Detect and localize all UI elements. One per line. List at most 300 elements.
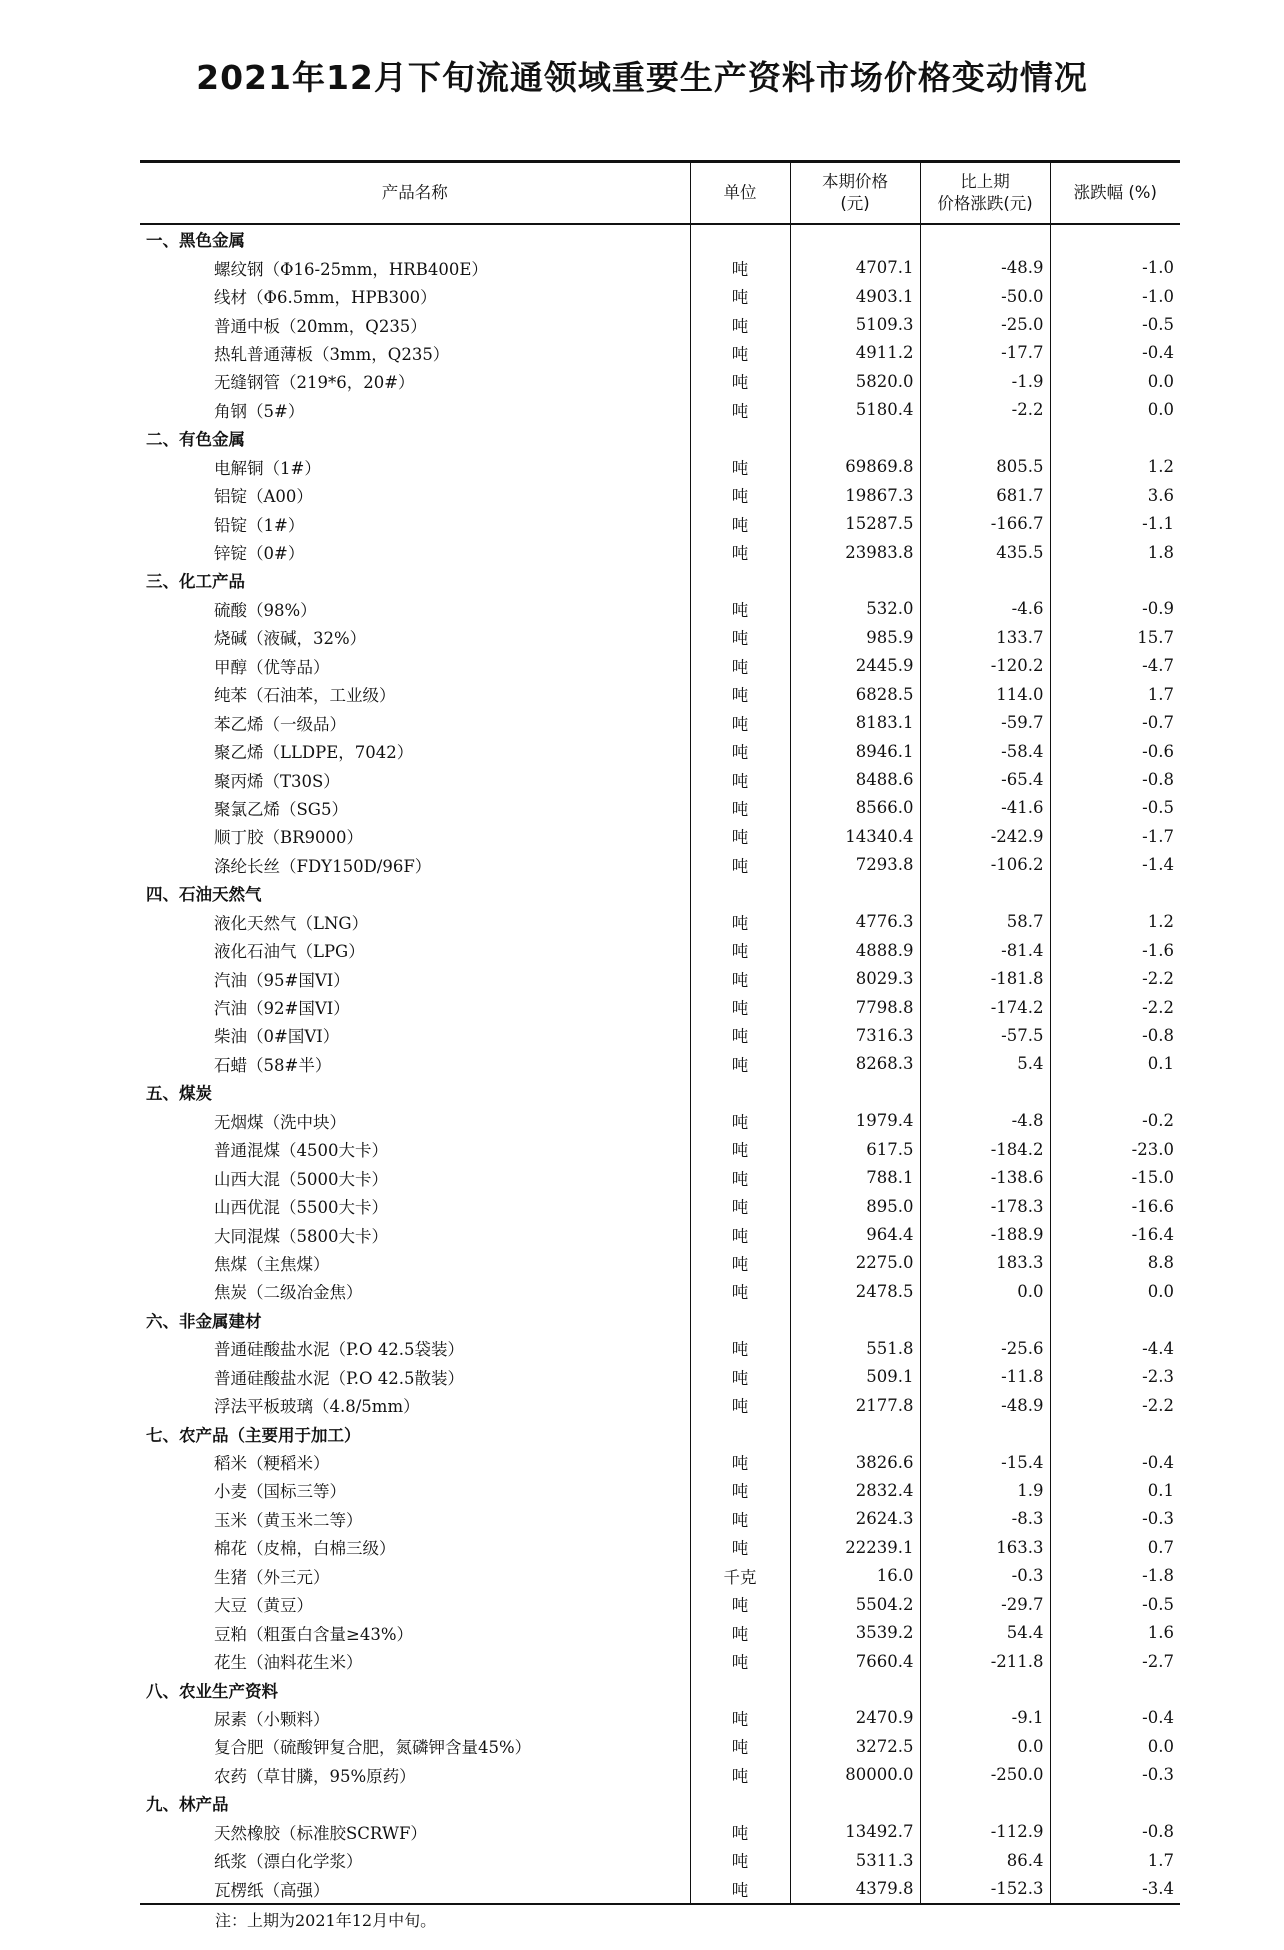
table-row bbox=[140, 339, 1180, 367]
price-cell: 6828.5 bbox=[790, 680, 920, 708]
change-cell: 0.0 bbox=[920, 1732, 1050, 1760]
change-cell: -81.4 bbox=[920, 936, 1050, 964]
unit-cell: 吨 bbox=[690, 822, 790, 850]
pct-cell: -0.4 bbox=[1050, 339, 1180, 367]
pct-cell: 0.1 bbox=[1050, 1476, 1180, 1504]
price-cell: 2624.3 bbox=[790, 1505, 920, 1533]
pct-cell: -0.9 bbox=[1050, 595, 1180, 623]
change-cell: -11.8 bbox=[920, 1363, 1050, 1391]
price-cell: 16.0 bbox=[790, 1562, 920, 1590]
product-name-cell: 硫酸（98%） bbox=[214, 600, 317, 620]
pct-cell: -4.4 bbox=[1050, 1334, 1180, 1362]
unit-cell: 吨 bbox=[690, 282, 790, 310]
page-title: 2021年12月下旬流通领域重要生产资料市场价格变动情况 bbox=[196, 58, 1088, 97]
price-cell: 5820.0 bbox=[790, 367, 920, 395]
change-cell: -178.3 bbox=[920, 1192, 1050, 1220]
price-cell: 8946.1 bbox=[790, 737, 920, 765]
pct-cell: -3.4 bbox=[1050, 1874, 1180, 1903]
category-row bbox=[140, 879, 1180, 907]
product-name-cell: 甲醇（优等品） bbox=[214, 657, 330, 677]
pct-cell: -0.3 bbox=[1050, 1761, 1180, 1789]
unit-cell: 吨 bbox=[690, 794, 790, 822]
price-cell: 4379.8 bbox=[790, 1874, 920, 1903]
category-label: 五、煤炭 bbox=[146, 1084, 212, 1104]
price-cell: 509.1 bbox=[790, 1363, 920, 1391]
price-cell: 788.1 bbox=[790, 1163, 920, 1191]
category-empty-cell bbox=[790, 1078, 920, 1106]
pct-cell: -0.2 bbox=[1050, 1107, 1180, 1135]
product-name-cell: 液化天然气（LNG） bbox=[214, 913, 369, 933]
price-cell: 7798.8 bbox=[790, 993, 920, 1021]
pct-cell: -1.8 bbox=[1050, 1562, 1180, 1590]
product-name-cell: 汽油（92#国VI） bbox=[214, 999, 350, 1019]
table-row bbox=[140, 1107, 1180, 1135]
category-row bbox=[140, 424, 1180, 452]
table-row bbox=[140, 1533, 1180, 1561]
pct-cell: 0.1 bbox=[1050, 1050, 1180, 1078]
price-cell: 2470.9 bbox=[790, 1704, 920, 1732]
category-empty-cell bbox=[690, 224, 790, 253]
table-row bbox=[140, 1846, 1180, 1874]
pct-cell: -2.3 bbox=[1050, 1363, 1180, 1391]
category-empty-cell bbox=[690, 1306, 790, 1334]
category-label: 二、有色金属 bbox=[146, 430, 245, 450]
table-row bbox=[140, 851, 1180, 879]
category-empty-cell bbox=[690, 1789, 790, 1817]
price-cell: 5109.3 bbox=[790, 310, 920, 338]
price-cell: 80000.0 bbox=[790, 1761, 920, 1789]
table-row bbox=[140, 822, 1180, 850]
table-row bbox=[140, 1618, 1180, 1646]
price-cell: 8029.3 bbox=[790, 964, 920, 992]
category-label: 三、化工产品 bbox=[146, 572, 245, 592]
pct-cell: -0.4 bbox=[1050, 1448, 1180, 1476]
table-row bbox=[140, 1050, 1180, 1078]
table-row bbox=[140, 282, 1180, 310]
price-cell: 1979.4 bbox=[790, 1107, 920, 1135]
price-cell: 7316.3 bbox=[790, 1021, 920, 1049]
change-cell: 435.5 bbox=[920, 538, 1050, 566]
change-cell: -1.9 bbox=[920, 367, 1050, 395]
table-row bbox=[140, 737, 1180, 765]
unit-cell: 吨 bbox=[690, 708, 790, 736]
product-name-cell: 纯苯（石油苯，工业级） bbox=[214, 686, 396, 706]
price-cell: 22239.1 bbox=[790, 1533, 920, 1561]
category-label: 八、农业生产资料 bbox=[146, 1681, 278, 1701]
unit-cell: 吨 bbox=[690, 908, 790, 936]
pct-cell: 1.2 bbox=[1050, 908, 1180, 936]
change-cell: -48.9 bbox=[920, 253, 1050, 281]
category-empty-cell bbox=[920, 424, 1050, 452]
header-unit: 单位 bbox=[690, 162, 790, 225]
unit-cell: 吨 bbox=[690, 367, 790, 395]
table-row bbox=[140, 1704, 1180, 1732]
table-row bbox=[140, 908, 1180, 936]
table-row bbox=[140, 1334, 1180, 1362]
category-empty-cell bbox=[1050, 224, 1180, 253]
price-cell: 69869.8 bbox=[790, 453, 920, 481]
category-empty-cell bbox=[920, 224, 1050, 253]
product-name-cell: 花生（油料花生米） bbox=[214, 1653, 363, 1673]
table-row bbox=[140, 623, 1180, 651]
change-cell: -181.8 bbox=[920, 964, 1050, 992]
pct-cell: -0.3 bbox=[1050, 1505, 1180, 1533]
unit-cell: 吨 bbox=[690, 964, 790, 992]
table-row bbox=[140, 1163, 1180, 1191]
pct-cell: -0.6 bbox=[1050, 737, 1180, 765]
pct-cell: -0.5 bbox=[1050, 794, 1180, 822]
category-empty-cell bbox=[790, 1306, 920, 1334]
product-name-cell: 聚乙烯（LLDPE，7042） bbox=[214, 743, 414, 763]
unit-cell: 吨 bbox=[690, 481, 790, 509]
change-cell: -184.2 bbox=[920, 1135, 1050, 1163]
product-name-cell: 角钢（5#） bbox=[214, 401, 305, 421]
change-cell: 183.3 bbox=[920, 1249, 1050, 1277]
product-name-cell: 瓦楞纸（高强） bbox=[140, 1874, 690, 1903]
change-cell: -25.0 bbox=[920, 310, 1050, 338]
change-cell: -2.2 bbox=[920, 396, 1050, 424]
product-name-cell: 苯乙烯（一级品） bbox=[214, 714, 346, 734]
product-name-cell: 铝锭（A00） bbox=[214, 487, 313, 507]
category-empty-cell bbox=[790, 224, 920, 253]
price-cell: 4707.1 bbox=[790, 253, 920, 281]
unit-cell: 吨 bbox=[690, 1021, 790, 1049]
price-cell: 532.0 bbox=[790, 595, 920, 623]
category-empty-cell bbox=[920, 1675, 1050, 1703]
table-row bbox=[140, 652, 1180, 680]
category-empty-cell bbox=[690, 1675, 790, 1703]
category-empty-cell bbox=[1050, 1789, 1180, 1817]
product-name-cell: 浮法平板玻璃（4.8/5mm） bbox=[214, 1397, 420, 1417]
pct-cell: -2.2 bbox=[1050, 964, 1180, 992]
product-name-cell: 聚氯乙烯（SG5） bbox=[214, 799, 348, 819]
category-row bbox=[140, 566, 1180, 594]
product-name-cell: 聚丙烯（T30S） bbox=[214, 771, 340, 791]
unit-cell: 吨 bbox=[690, 1249, 790, 1277]
change-cell: 133.7 bbox=[920, 623, 1050, 651]
pct-cell: 1.2 bbox=[1050, 453, 1180, 481]
header-change-line1: 比上期 bbox=[960, 172, 1010, 191]
table-row bbox=[140, 1647, 1180, 1675]
unit-cell: 吨 bbox=[690, 737, 790, 765]
price-cell: 5311.3 bbox=[790, 1846, 920, 1874]
category-empty-cell bbox=[690, 1419, 790, 1447]
change-cell: -25.6 bbox=[920, 1334, 1050, 1362]
unit-cell: 吨 bbox=[690, 1220, 790, 1248]
price-cell: 964.4 bbox=[790, 1220, 920, 1248]
category-empty-cell bbox=[920, 1078, 1050, 1106]
change-cell: 5.4 bbox=[920, 1050, 1050, 1078]
product-name-cell: 普通硅酸盐水泥（P.O 42.5袋装） bbox=[214, 1340, 465, 1360]
change-cell: -65.4 bbox=[920, 765, 1050, 793]
unit-cell: 吨 bbox=[690, 1704, 790, 1732]
table-row bbox=[140, 538, 1180, 566]
pct-cell: -4.7 bbox=[1050, 652, 1180, 680]
table-row bbox=[140, 481, 1180, 509]
category-empty-cell bbox=[1050, 1419, 1180, 1447]
product-name-cell: 涤纶长丝（FDY150D/96F） bbox=[214, 856, 432, 876]
change-cell: -211.8 bbox=[920, 1647, 1050, 1675]
table-row bbox=[140, 1192, 1180, 1220]
price-table bbox=[140, 160, 1180, 1905]
price-cell: 7660.4 bbox=[790, 1647, 920, 1675]
change-cell: -57.5 bbox=[920, 1021, 1050, 1049]
price-cell: 15287.5 bbox=[790, 509, 920, 537]
unit-cell: 吨 bbox=[690, 538, 790, 566]
header-pct: 涨跌幅 (%) bbox=[1050, 162, 1180, 225]
price-cell: 895.0 bbox=[790, 1192, 920, 1220]
category-empty-cell bbox=[690, 1078, 790, 1106]
product-name-cell: 纸浆（漂白化学浆） bbox=[214, 1852, 363, 1872]
category-row bbox=[140, 1078, 1180, 1106]
price-cell: 2275.0 bbox=[790, 1249, 920, 1277]
unit-cell: 吨 bbox=[690, 680, 790, 708]
category-row bbox=[140, 1306, 1180, 1334]
category-row bbox=[140, 1419, 1180, 1447]
product-name-cell: 棉花（皮棉，白棉三级） bbox=[214, 1539, 396, 1559]
pct-cell: -16.6 bbox=[1050, 1192, 1180, 1220]
unit-cell: 吨 bbox=[690, 765, 790, 793]
category-label: 六、非金属建材 bbox=[146, 1311, 262, 1331]
change-cell: -41.6 bbox=[920, 794, 1050, 822]
table-row bbox=[140, 1220, 1180, 1248]
product-name-cell: 大豆（黄豆） bbox=[214, 1596, 313, 1616]
pct-cell: 15.7 bbox=[1050, 623, 1180, 651]
unit-cell: 吨 bbox=[690, 396, 790, 424]
table-row bbox=[140, 1562, 1180, 1590]
change-cell: 163.3 bbox=[920, 1533, 1050, 1561]
price-cell: 19867.3 bbox=[790, 481, 920, 509]
product-name-cell: 农药（草甘膦，95%原药） bbox=[214, 1766, 416, 1786]
pct-cell: -0.5 bbox=[1050, 310, 1180, 338]
change-cell: -48.9 bbox=[920, 1391, 1050, 1419]
unit-cell: 吨 bbox=[690, 1135, 790, 1163]
change-cell: 54.4 bbox=[920, 1618, 1050, 1646]
change-cell: -166.7 bbox=[920, 509, 1050, 537]
unit-cell: 吨 bbox=[690, 851, 790, 879]
product-name-cell: 烧碱（液碱，32%） bbox=[214, 629, 367, 649]
product-name-cell: 普通中板（20mm，Q235） bbox=[214, 316, 427, 336]
category-empty-cell bbox=[920, 1306, 1050, 1334]
price-cell: 7293.8 bbox=[790, 851, 920, 879]
change-cell: -112.9 bbox=[920, 1818, 1050, 1846]
header-price-line2: (元) bbox=[840, 194, 870, 213]
unit-cell: 吨 bbox=[690, 310, 790, 338]
change-cell: -59.7 bbox=[920, 708, 1050, 736]
unit-cell: 千克 bbox=[690, 1562, 790, 1590]
unit-cell: 吨 bbox=[690, 1334, 790, 1362]
category-empty-cell bbox=[690, 879, 790, 907]
product-name-cell: 焦炭（二级冶金焦） bbox=[214, 1283, 363, 1303]
table-row bbox=[140, 595, 1180, 623]
pct-cell: -2.7 bbox=[1050, 1647, 1180, 1675]
table-row bbox=[140, 708, 1180, 736]
product-name-cell: 大同混煤（5800大卡） bbox=[214, 1226, 388, 1246]
table-row bbox=[140, 367, 1180, 395]
table-row bbox=[140, 1021, 1180, 1049]
price-cell: 3826.6 bbox=[790, 1448, 920, 1476]
table-row bbox=[140, 396, 1180, 424]
unit-cell: 吨 bbox=[690, 1846, 790, 1874]
change-cell: -188.9 bbox=[920, 1220, 1050, 1248]
unit-cell: 吨 bbox=[690, 339, 790, 367]
unit-cell: 吨 bbox=[690, 1476, 790, 1504]
category-empty-cell bbox=[1050, 1306, 1180, 1334]
change-cell: 0.0 bbox=[920, 1277, 1050, 1305]
unit-cell: 吨 bbox=[690, 1874, 790, 1903]
category-label: 七、农产品（主要用于加工） bbox=[146, 1425, 361, 1445]
category-empty-cell bbox=[690, 566, 790, 594]
category-row bbox=[140, 1789, 1180, 1817]
price-cell: 4911.2 bbox=[790, 339, 920, 367]
header-price bbox=[790, 162, 920, 225]
table-row bbox=[140, 964, 1180, 992]
change-cell: -4.8 bbox=[920, 1107, 1050, 1135]
table-row bbox=[140, 453, 1180, 481]
category-empty-cell bbox=[790, 1789, 920, 1817]
pct-cell: -1.0 bbox=[1050, 253, 1180, 281]
price-cell: 617.5 bbox=[790, 1135, 920, 1163]
pct-cell: -0.8 bbox=[1050, 1818, 1180, 1846]
product-name-cell: 复合肥（硫酸钾复合肥，氮磷钾含量45%） bbox=[214, 1738, 532, 1758]
change-cell: -120.2 bbox=[920, 652, 1050, 680]
table-row bbox=[140, 1874, 1180, 1903]
product-name-cell: 天然橡胶（标准胶SCRWF） bbox=[214, 1823, 427, 1843]
change-cell: -138.6 bbox=[920, 1163, 1050, 1191]
change-cell: -152.3 bbox=[920, 1874, 1050, 1903]
price-cell: 8566.0 bbox=[790, 794, 920, 822]
change-cell: 114.0 bbox=[920, 680, 1050, 708]
product-name-cell: 液化石油气（LPG） bbox=[214, 942, 365, 962]
unit-cell: 吨 bbox=[690, 1163, 790, 1191]
category-empty-cell bbox=[790, 879, 920, 907]
header-change bbox=[920, 162, 1050, 225]
pct-cell: -0.8 bbox=[1050, 765, 1180, 793]
unit-cell: 吨 bbox=[690, 1448, 790, 1476]
table-row bbox=[140, 1476, 1180, 1504]
pct-cell: 0.0 bbox=[1050, 1732, 1180, 1760]
unit-cell: 吨 bbox=[690, 623, 790, 651]
price-cell: 2832.4 bbox=[790, 1476, 920, 1504]
category-empty-cell bbox=[1050, 1078, 1180, 1106]
unit-cell: 吨 bbox=[690, 1618, 790, 1646]
pct-cell: -23.0 bbox=[1050, 1135, 1180, 1163]
pct-cell: -1.0 bbox=[1050, 282, 1180, 310]
unit-cell: 吨 bbox=[690, 1505, 790, 1533]
price-cell: 4776.3 bbox=[790, 908, 920, 936]
category-row bbox=[140, 1675, 1180, 1703]
pct-cell: 0.0 bbox=[1050, 396, 1180, 424]
price-cell: 3272.5 bbox=[790, 1732, 920, 1760]
pct-cell: -0.7 bbox=[1050, 708, 1180, 736]
change-cell: 681.7 bbox=[920, 481, 1050, 509]
category-empty-cell bbox=[1050, 566, 1180, 594]
price-cell: 985.9 bbox=[790, 623, 920, 651]
product-name-cell: 线材（Φ6.5mm，HPB300） bbox=[214, 288, 437, 308]
price-cell: 14340.4 bbox=[790, 822, 920, 850]
change-cell: -17.7 bbox=[920, 339, 1050, 367]
category-label: 九、林产品 bbox=[146, 1795, 229, 1815]
category-empty-cell bbox=[790, 424, 920, 452]
category-empty-cell bbox=[920, 1789, 1050, 1817]
unit-cell: 吨 bbox=[690, 1050, 790, 1078]
header-change-line2: 价格涨跌(元) bbox=[937, 194, 1033, 213]
unit-cell: 吨 bbox=[690, 1818, 790, 1846]
pct-cell: 0.0 bbox=[1050, 1277, 1180, 1305]
price-cell: 5504.2 bbox=[790, 1590, 920, 1618]
pct-cell: 0.0 bbox=[1050, 367, 1180, 395]
price-cell: 8488.6 bbox=[790, 765, 920, 793]
price-cell: 2478.5 bbox=[790, 1277, 920, 1305]
price-cell: 2177.8 bbox=[790, 1391, 920, 1419]
product-name-cell: 普通混煤（4500大卡） bbox=[214, 1141, 388, 1161]
pct-cell: 1.7 bbox=[1050, 680, 1180, 708]
category-empty-cell bbox=[920, 566, 1050, 594]
unit-cell: 吨 bbox=[690, 936, 790, 964]
category-label: 四、石油天然气 bbox=[146, 885, 262, 905]
change-cell: -174.2 bbox=[920, 993, 1050, 1021]
unit-cell: 吨 bbox=[690, 253, 790, 281]
product-name-cell: 豆粕（粗蛋白含量≥43%） bbox=[214, 1624, 413, 1644]
change-cell: -50.0 bbox=[920, 282, 1050, 310]
product-name-cell: 焦煤（主焦煤） bbox=[214, 1254, 330, 1274]
pct-cell: -1.4 bbox=[1050, 851, 1180, 879]
table-row bbox=[140, 1590, 1180, 1618]
change-cell: -15.4 bbox=[920, 1448, 1050, 1476]
product-name-cell: 普通硅酸盐水泥（P.O 42.5散装） bbox=[214, 1368, 465, 1388]
pct-cell: 8.8 bbox=[1050, 1249, 1180, 1277]
price-cell: 4903.1 bbox=[790, 282, 920, 310]
pct-cell: 1.7 bbox=[1050, 1846, 1180, 1874]
unit-cell: 吨 bbox=[690, 1761, 790, 1789]
unit-cell: 吨 bbox=[690, 509, 790, 537]
pct-cell: -1.1 bbox=[1050, 509, 1180, 537]
unit-cell: 吨 bbox=[690, 1647, 790, 1675]
category-label: 一、黑色金属 bbox=[146, 231, 245, 251]
price-cell: 13492.7 bbox=[790, 1818, 920, 1846]
category-empty-cell bbox=[920, 1419, 1050, 1447]
change-cell: -9.1 bbox=[920, 1704, 1050, 1732]
unit-cell: 吨 bbox=[690, 652, 790, 680]
price-cell: 2445.9 bbox=[790, 652, 920, 680]
product-name-cell: 锌锭（0#） bbox=[214, 544, 305, 564]
table-row bbox=[140, 1505, 1180, 1533]
price-cell: 3539.2 bbox=[790, 1618, 920, 1646]
change-cell: 805.5 bbox=[920, 453, 1050, 481]
category-empty-cell bbox=[790, 1419, 920, 1447]
pct-cell: 3.6 bbox=[1050, 481, 1180, 509]
table-row bbox=[140, 1761, 1180, 1789]
table-row bbox=[140, 680, 1180, 708]
table-row bbox=[140, 1818, 1180, 1846]
unit-cell: 吨 bbox=[690, 1107, 790, 1135]
product-name-cell: 汽油（95#国VI） bbox=[214, 970, 350, 990]
product-name-cell: 无缝钢管（219*6，20#） bbox=[214, 373, 415, 393]
table-row bbox=[140, 1391, 1180, 1419]
change-cell: -250.0 bbox=[920, 1761, 1050, 1789]
category-empty-cell bbox=[690, 424, 790, 452]
table-row bbox=[140, 993, 1180, 1021]
unit-cell: 吨 bbox=[690, 1590, 790, 1618]
pct-cell: -0.8 bbox=[1050, 1021, 1180, 1049]
table-row bbox=[140, 1448, 1180, 1476]
change-cell: -242.9 bbox=[920, 822, 1050, 850]
category-empty-cell bbox=[920, 879, 1050, 907]
unit-cell: 吨 bbox=[690, 1192, 790, 1220]
product-name-cell: 螺纹钢（Φ16-25mm，HRB400E） bbox=[214, 259, 488, 279]
product-name-cell: 小麦（国标三等） bbox=[214, 1482, 346, 1502]
change-cell: -29.7 bbox=[920, 1590, 1050, 1618]
